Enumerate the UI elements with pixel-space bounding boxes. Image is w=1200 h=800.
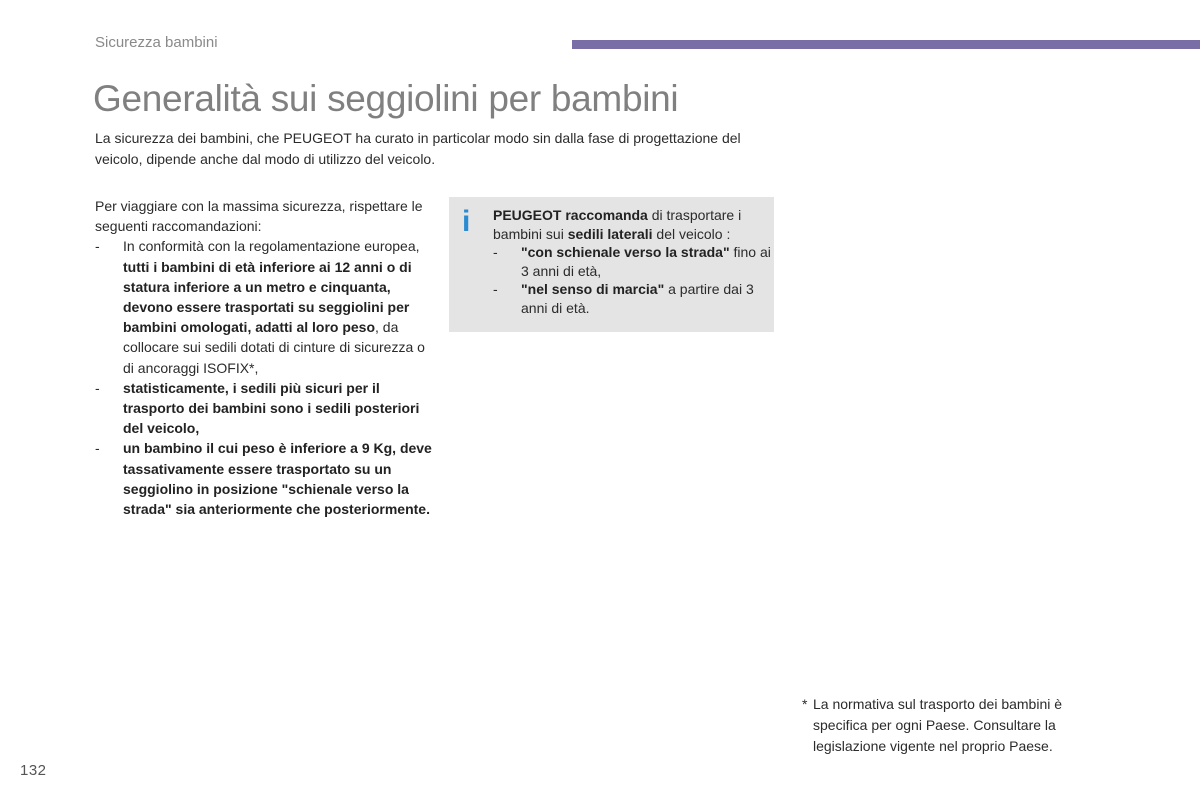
info-bold-text: "con schienale verso la strada" [521,244,730,260]
info-plain-text: fino ai 3 anni di età, [521,244,771,279]
header-accent-bar [572,40,1200,49]
list-item [493,280,773,317]
list-item [95,378,435,439]
bullet-dash: - [95,440,100,457]
page-number: 132 [20,762,47,779]
info-bold-text: "nel senso di marcia" [521,281,665,297]
info-plain-text: di trasportare i bambini sui [493,207,742,242]
info-box [449,197,774,332]
info-plain-text: a partire dai 3 anni di età. [521,281,754,316]
info-icon: i [462,205,471,238]
intro-paragraph: La sicurezza dei bambini, che PEUGEOT ha curato in particolar modo sin dalla fase di progettazione del veicolo, dipende anche dal modo di utilizzo del veicolo. [95,130,741,167]
section-label: Sicurezza bambini [95,34,218,51]
recommendations-column [95,196,435,519]
info-text [493,206,773,317]
list-item [95,438,435,519]
recommendations-lead: Per viaggiare con la massima sicurezza, rispettare le seguenti raccomandazioni: [95,198,423,235]
info-plain-text: del veicolo : [652,225,731,242]
list-item [95,236,435,377]
info-bold-text: PEUGEOT raccomanda [493,207,648,223]
item-text: In conformità con la regolamentazione europea, [123,238,420,255]
bullet-dash: - [95,379,100,396]
item-bold-text: un bambino il cui peso è inferiore a 9 Kg, deve tassativamente essere trasportato su un seggiolino in posizione "schienale verso la strada" sia anteriormente che posteriormente. [123,440,432,518]
item-bold-text: tutti i bambini di età inferiore ai 12 anni o di statura inferiore a un metro e cinquanta, devono essere trasportati su seggiolini per bambini omologati, adatti al loro peso [123,258,412,336]
list-item [493,243,773,280]
recommendations-list [95,236,435,519]
bullet-dash: - [95,238,100,255]
info-lead [493,206,773,243]
footnote-marker: * [802,696,808,712]
footnote [802,694,1102,757]
info-bold-text: sedili laterali [567,225,653,242]
footnote-text: La normativa sul trasporto dei bambini è specifica per ogni Paese. Consultare la legislazione vigente nel proprio Paese. [813,696,1063,754]
bullet-dash: - [493,281,498,297]
info-list [493,243,773,317]
bullet-dash: - [493,244,498,260]
page-title: Generalità sui seggiolini per bambini [93,78,679,119]
item-text: , da collocare sui sedili dotati di cinture di sicurezza o di ancoraggi ISOFIX*, [123,319,425,376]
item-bold-text: statisticamente, i sedili più sicuri per il trasporto dei bambini sono i sedili posteriori del veicolo, [123,379,420,437]
